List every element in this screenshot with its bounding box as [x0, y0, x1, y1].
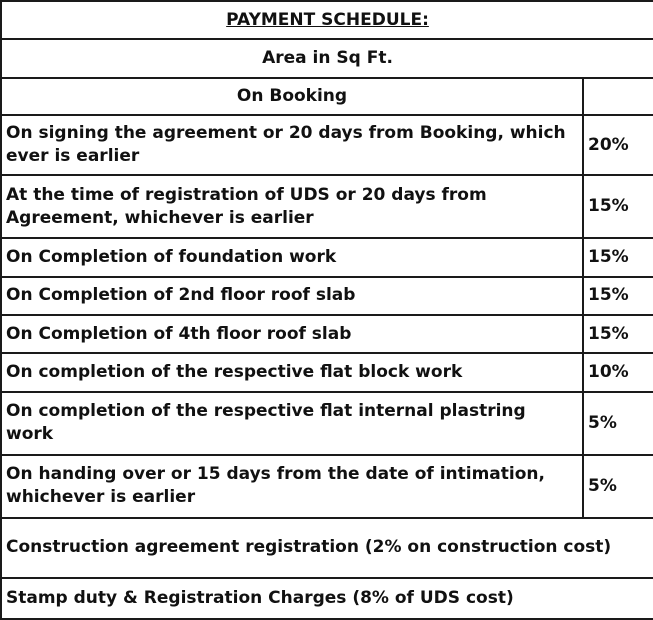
title-row [1, 1, 653, 39]
schedule-title: PAYMENT SCHEDULE: [226, 9, 429, 30]
schedule-title-cell [1, 1, 653, 39]
table-row [1, 455, 653, 518]
stage-percent: 10% [583, 353, 653, 391]
stage-description: On handing over or 15 days from the date of intimation, whichever is earlier [1, 455, 583, 518]
construction-agreement-note: Construction agreement registration (2% on construction cost) [1, 518, 653, 579]
stage-percent: 15% [583, 175, 653, 238]
stage-description: At the time of registration of UDS or 20 days from Agreement, whichever is earlier [1, 175, 583, 238]
table-row [1, 392, 653, 455]
stage-percent: 15% [583, 315, 653, 353]
stage-percent: 5% [583, 392, 653, 455]
booking-percent [583, 78, 653, 115]
table-row [1, 175, 653, 238]
booking-label: On Booking [1, 78, 583, 115]
booking-row [1, 78, 653, 115]
area-row [1, 39, 653, 77]
stage-percent: 5% [583, 455, 653, 518]
stamp-duty-note: Stamp duty & Registration Charges (8% of UDS cost) [1, 578, 653, 619]
table-row [1, 238, 653, 276]
stage-description: On completion of the respective flat internal plastring work [1, 392, 583, 455]
table-row [1, 315, 653, 353]
table-row [1, 115, 653, 175]
stage-percent: 15% [583, 277, 653, 315]
note-row [1, 578, 653, 619]
area-label: Area in Sq Ft. [1, 39, 653, 77]
stage-description: On completion of the respective flat block work [1, 353, 583, 391]
note-row [1, 518, 653, 579]
stage-description: On Completion of 4th floor roof slab [1, 315, 583, 353]
table-row [1, 277, 653, 315]
stage-percent: 15% [583, 238, 653, 276]
stage-description: On Completion of 2nd floor roof slab [1, 277, 583, 315]
stage-description: On signing the agreement or 20 days from Booking, which ever is earlier [1, 115, 583, 175]
stage-percent: 20% [583, 115, 653, 175]
table-row [1, 353, 653, 391]
stage-description: On Completion of foundation work [1, 238, 583, 276]
